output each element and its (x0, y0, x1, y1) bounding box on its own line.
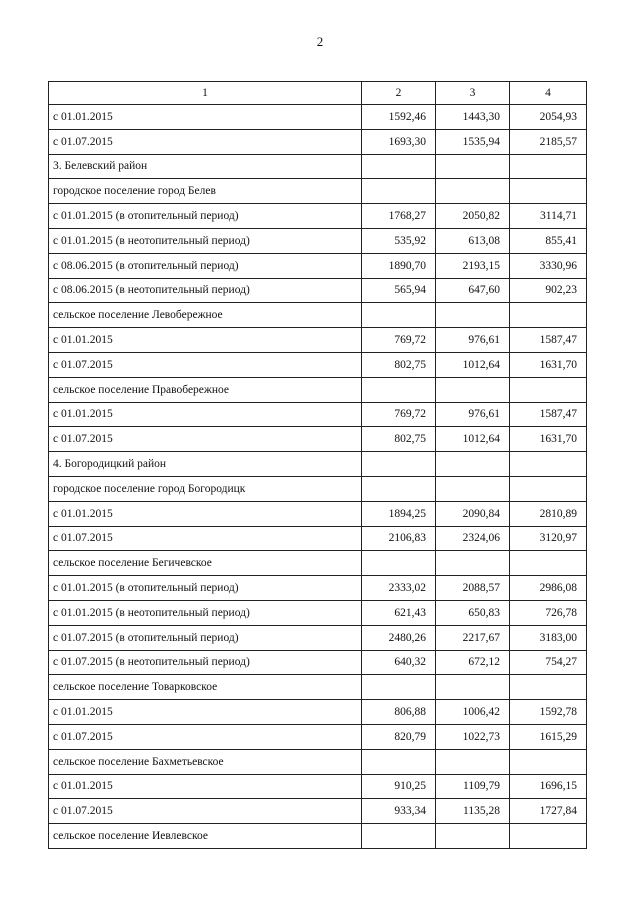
row-label: с 08.06.2015 (в неотопительный период) (49, 278, 362, 303)
row-label: сельское поселение Иевлевское (49, 824, 362, 849)
table-row (49, 427, 587, 452)
value-col-3 (436, 452, 510, 477)
value-col-4: 1592,78 (510, 700, 587, 725)
value-col-2: 1894,25 (362, 501, 436, 526)
row-label: сельское поселение Бегичевское (49, 551, 362, 576)
value-col-4: 1631,70 (510, 427, 587, 452)
row-label: с 01.07.2015 (49, 799, 362, 824)
table-row (49, 700, 587, 725)
value-col-4 (510, 476, 587, 501)
page-number: 2 (316, 34, 324, 49)
column-header-1: 1 (49, 82, 362, 105)
value-col-2: 769,72 (362, 402, 436, 427)
value-col-3: 1443,30 (436, 105, 510, 130)
value-col-3: 2193,15 (436, 253, 510, 278)
table-row (49, 824, 587, 849)
value-col-4: 1587,47 (510, 328, 587, 353)
value-col-3: 1135,28 (436, 799, 510, 824)
row-label: с 01.01.2015 (в неотопительный период) (49, 228, 362, 253)
row-label: с 01.07.2015 (в отопительный период) (49, 625, 362, 650)
table-row (49, 228, 587, 253)
value-col-2: 1890,70 (362, 253, 436, 278)
value-col-2 (362, 675, 436, 700)
table-row (49, 278, 587, 303)
value-col-2: 1592,46 (362, 105, 436, 130)
table-row (49, 650, 587, 675)
tariff-table (48, 81, 587, 849)
value-col-4: 855,41 (510, 228, 587, 253)
value-col-4: 2810,89 (510, 501, 587, 526)
table-row (49, 576, 587, 601)
value-col-2 (362, 551, 436, 576)
value-col-2 (362, 303, 436, 328)
table-row (49, 129, 587, 154)
row-label: с 01.07.2015 (49, 352, 362, 377)
row-label: сельское поселение Левобережное (49, 303, 362, 328)
table-body (49, 105, 587, 849)
table-row (49, 179, 587, 204)
row-label: с 01.07.2015 (49, 427, 362, 452)
value-col-3: 1006,42 (436, 700, 510, 725)
value-col-2: 640,32 (362, 650, 436, 675)
table-row (49, 253, 587, 278)
row-label: 4. Богородицкий район (49, 452, 362, 477)
value-col-2: 802,75 (362, 427, 436, 452)
row-label: с 01.01.2015 (49, 501, 362, 526)
row-label: городское поселение город Богородицк (49, 476, 362, 501)
value-col-4: 754,27 (510, 650, 587, 675)
value-col-4 (510, 675, 587, 700)
value-col-4: 2054,93 (510, 105, 587, 130)
value-col-2: 621,43 (362, 600, 436, 625)
row-label: 3. Белевский район (49, 154, 362, 179)
value-col-2: 2480,26 (362, 625, 436, 650)
value-col-3 (436, 303, 510, 328)
table-row (49, 303, 587, 328)
value-col-3: 2090,84 (436, 501, 510, 526)
value-col-3: 1535,94 (436, 129, 510, 154)
table-row (49, 452, 587, 477)
value-col-2: 802,75 (362, 352, 436, 377)
value-col-2: 820,79 (362, 724, 436, 749)
table-row (49, 105, 587, 130)
value-col-4 (510, 303, 587, 328)
row-label: сельское поселение Правобережное (49, 377, 362, 402)
value-col-4 (510, 154, 587, 179)
value-col-3: 1012,64 (436, 427, 510, 452)
value-col-2 (362, 476, 436, 501)
table-row (49, 501, 587, 526)
row-label: с 01.01.2015 (в отопительный период) (49, 204, 362, 229)
value-col-4: 726,78 (510, 600, 587, 625)
table-row (49, 675, 587, 700)
table-row (49, 526, 587, 551)
value-col-2: 565,94 (362, 278, 436, 303)
table-row (49, 799, 587, 824)
value-col-3 (436, 749, 510, 774)
value-col-4: 1631,70 (510, 352, 587, 377)
value-col-4 (510, 749, 587, 774)
value-col-2: 2333,02 (362, 576, 436, 601)
value-col-3: 2217,67 (436, 625, 510, 650)
value-col-3: 976,61 (436, 328, 510, 353)
table-row (49, 328, 587, 353)
value-col-2: 2106,83 (362, 526, 436, 551)
value-col-3 (436, 824, 510, 849)
table-row (49, 551, 587, 576)
table-row (49, 377, 587, 402)
value-col-3 (436, 377, 510, 402)
row-label: с 01.07.2015 (49, 724, 362, 749)
value-col-3: 1022,73 (436, 724, 510, 749)
value-col-2: 1768,27 (362, 204, 436, 229)
value-col-3: 650,83 (436, 600, 510, 625)
table-row (49, 154, 587, 179)
table-row (49, 476, 587, 501)
value-col-3: 1012,64 (436, 352, 510, 377)
row-label: сельское поселение Товарковское (49, 675, 362, 700)
row-label: с 01.01.2015 (49, 105, 362, 130)
row-label: сельское поселение Бахметьевское (49, 749, 362, 774)
value-col-4: 3183,00 (510, 625, 587, 650)
value-col-3: 672,12 (436, 650, 510, 675)
table-row (49, 402, 587, 427)
value-col-3 (436, 179, 510, 204)
value-col-4: 2986,08 (510, 576, 587, 601)
value-col-2 (362, 377, 436, 402)
value-col-4 (510, 179, 587, 204)
value-col-3 (436, 476, 510, 501)
row-label: с 01.07.2015 (49, 129, 362, 154)
row-label: с 08.06.2015 (в отопительный период) (49, 253, 362, 278)
value-col-3: 1109,79 (436, 774, 510, 799)
value-col-2: 769,72 (362, 328, 436, 353)
table-row (49, 352, 587, 377)
value-col-4: 3330,96 (510, 253, 587, 278)
value-col-4 (510, 551, 587, 576)
header-row (49, 82, 587, 105)
value-col-2: 910,25 (362, 774, 436, 799)
table-row (49, 774, 587, 799)
value-col-2: 806,88 (362, 700, 436, 725)
row-label: с 01.07.2015 (49, 526, 362, 551)
value-col-2: 933,34 (362, 799, 436, 824)
value-col-3: 2088,57 (436, 576, 510, 601)
value-col-3: 976,61 (436, 402, 510, 427)
value-col-4: 1696,15 (510, 774, 587, 799)
table-row (49, 749, 587, 774)
row-label: с 01.01.2015 (49, 328, 362, 353)
value-col-3: 2050,82 (436, 204, 510, 229)
value-col-4: 1727,84 (510, 799, 587, 824)
value-col-3: 647,60 (436, 278, 510, 303)
column-header-2: 2 (362, 82, 436, 105)
value-col-2 (362, 824, 436, 849)
row-label: с 01.01.2015 (49, 402, 362, 427)
value-col-3 (436, 154, 510, 179)
value-col-4: 2185,57 (510, 129, 587, 154)
table-row (49, 204, 587, 229)
table-header (49, 82, 587, 105)
value-col-4: 902,23 (510, 278, 587, 303)
value-col-3 (436, 675, 510, 700)
value-col-2 (362, 749, 436, 774)
value-col-4 (510, 377, 587, 402)
value-col-2 (362, 154, 436, 179)
column-header-4: 4 (510, 82, 587, 105)
value-col-2 (362, 179, 436, 204)
column-header-3: 3 (436, 82, 510, 105)
value-col-4: 3120,97 (510, 526, 587, 551)
value-col-4 (510, 824, 587, 849)
row-label: городское поселение город Белев (49, 179, 362, 204)
row-label: с 01.01.2015 (в неотопительный период) (49, 600, 362, 625)
table-row (49, 625, 587, 650)
row-label: с 01.01.2015 (49, 774, 362, 799)
table-row (49, 600, 587, 625)
row-label: с 01.07.2015 (в неотопительный период) (49, 650, 362, 675)
value-col-4 (510, 452, 587, 477)
row-label: с 01.01.2015 (в отопительный период) (49, 576, 362, 601)
row-label: с 01.01.2015 (49, 700, 362, 725)
value-col-3: 613,08 (436, 228, 510, 253)
value-col-4: 1587,47 (510, 402, 587, 427)
value-col-4: 3114,71 (510, 204, 587, 229)
value-col-2: 1693,30 (362, 129, 436, 154)
value-col-3 (436, 551, 510, 576)
value-col-4: 1615,29 (510, 724, 587, 749)
value-col-2: 535,92 (362, 228, 436, 253)
value-col-2 (362, 452, 436, 477)
value-col-3: 2324,06 (436, 526, 510, 551)
table-row (49, 724, 587, 749)
